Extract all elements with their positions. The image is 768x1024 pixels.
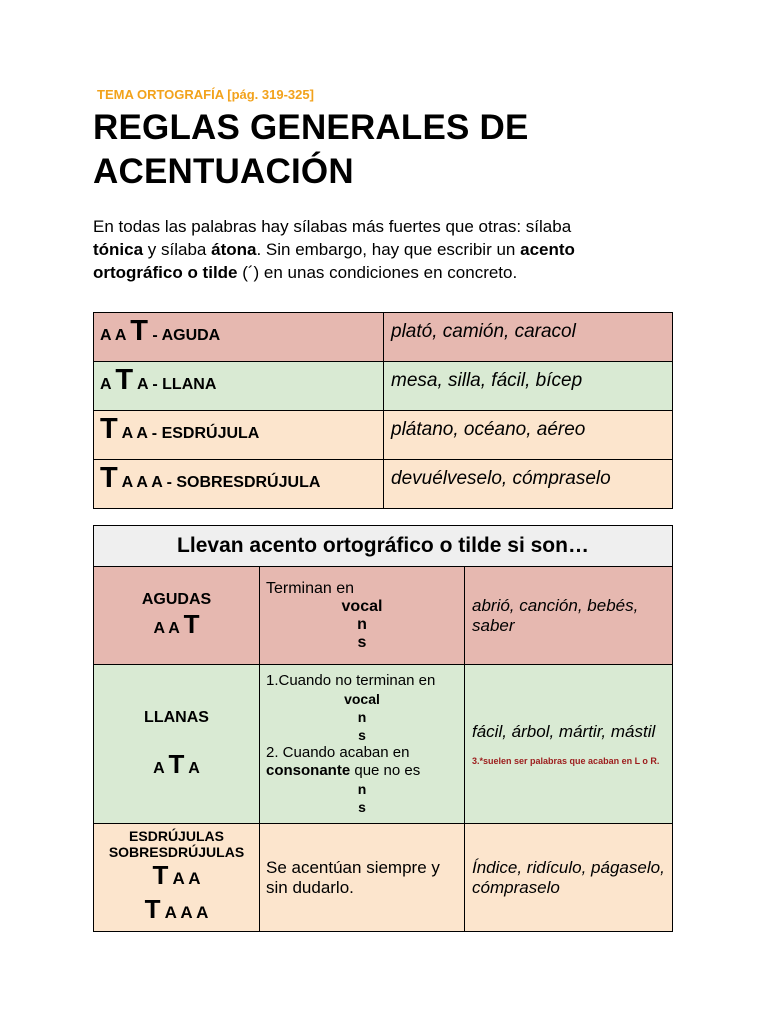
- accent-rules-table: [93, 525, 673, 932]
- llanas-label-cell: [94, 665, 260, 824]
- intro-bold-tilde: ortográfico o tilde: [93, 263, 238, 282]
- rules-row-llanas: [94, 665, 673, 824]
- agudas-label-cell: [94, 567, 260, 665]
- llanas-pattern: [94, 749, 259, 780]
- page-title: [93, 106, 529, 194]
- intro-paragraph: [93, 215, 683, 284]
- tonic-syllable: T: [115, 364, 134, 396]
- examples-sobresdrujula: devuélveselo, cómpraselo: [384, 460, 673, 509]
- intro-text-3: . Sin embargo, hay que escribir un: [256, 240, 521, 259]
- sobresdrujulas-pattern: [94, 894, 259, 928]
- llanas-rule2-s: s: [358, 799, 366, 815]
- esdrujulas-examples: Índice, ridículo, págaselo, cómpraselo: [465, 824, 673, 932]
- type-name: A - LLANA: [133, 376, 217, 393]
- esdrujulas-pattern: [94, 860, 259, 894]
- pattern-suffix: A A A: [160, 902, 209, 922]
- agudas-rule-s: s: [357, 633, 367, 651]
- title-line-1: REGLAS GENERALES DE: [93, 108, 529, 147]
- esdrujulas-rule: Se acentúan siempre y sin dudarlo.: [260, 824, 465, 932]
- type-label-esdrujula: [94, 411, 384, 460]
- type-label-sobresdrujula: [94, 460, 384, 509]
- intro-text-2: y sílaba: [143, 240, 212, 259]
- table-row-esdrujula: [94, 411, 673, 460]
- llanas-examples-cell: [465, 665, 673, 824]
- agudas-rule-n: n: [357, 615, 367, 633]
- llanas-name: LLANAS: [144, 708, 209, 726]
- esdrujulas-name: ESDRÚJULAS: [129, 827, 224, 844]
- title-line-2: ACENTUACIÓN: [93, 152, 354, 191]
- llanas-rule-cell: [260, 665, 465, 824]
- llanas-rule2: 2. Cuando acaban en: [266, 744, 410, 761]
- rules-row-agudas: [94, 567, 673, 665]
- llanas-rule1: 1.Cuando no terminan en: [266, 672, 436, 689]
- type-name: - AGUDA: [147, 327, 221, 344]
- pattern-prefix: A: [100, 376, 116, 393]
- agudas-rule-intro: Terminan en: [266, 579, 355, 597]
- sobresdrujulas-name: SOBRESDRÚJULAS: [108, 843, 245, 860]
- llanas-rule1-n: n: [357, 709, 367, 725]
- type-label-llana: [94, 362, 384, 411]
- type-label-aguda: [94, 313, 384, 362]
- examples-aguda: plató, camión, caracol: [384, 313, 673, 362]
- tonic-syllable: T: [100, 413, 118, 445]
- tonic-syllable: T: [144, 893, 161, 924]
- llanas-rule1-s: s: [358, 727, 366, 743]
- llanas-rule2-n: n: [357, 781, 367, 797]
- agudas-rule-cell: [260, 567, 465, 665]
- intro-bold-acento: acento: [520, 240, 575, 259]
- tonic-syllable: T: [168, 748, 185, 779]
- intro-text-4: (´) en unas condiciones en concreto.: [237, 263, 518, 282]
- pattern-prefix: A A: [153, 620, 184, 637]
- examples-llana: mesa, silla, fácil, bícep: [384, 362, 673, 411]
- pattern-prefix: A: [153, 759, 169, 777]
- agudas-name: AGUDAS: [141, 591, 212, 608]
- table-row-aguda: [94, 313, 673, 362]
- table-row-sobresdrujula: [94, 460, 673, 509]
- llanas-rule2-bold: consonante: [266, 762, 351, 779]
- tonic-syllable: T: [152, 859, 169, 890]
- word-types-table: [93, 312, 673, 509]
- agudas-examples: abrió, canción, bebés, saber: [465, 567, 673, 665]
- examples-esdrujula: plátano, océano, aéreo: [384, 411, 673, 460]
- intro-bold-atona: átona: [211, 240, 257, 259]
- intro-bold-tonica: tónica: [93, 240, 144, 259]
- pattern-suffix: A: [184, 759, 200, 777]
- llanas-rule2-line: [266, 762, 458, 780]
- tonic-syllable: T: [130, 315, 148, 347]
- type-name: A A - ESDRÚJULA: [117, 425, 260, 442]
- tonic-syllable: T: [100, 462, 118, 494]
- llanas-rule2-rest: que no es: [350, 762, 421, 779]
- type-name: A A A - SOBRESDRÚJULA: [117, 474, 321, 491]
- tonic-syllable: T: [183, 609, 200, 639]
- rules-header-row: [94, 526, 673, 567]
- table-row-llana: [94, 362, 673, 411]
- topic-subtitle: TEMA ORTOGRAFÍA [pág. 319-325]: [97, 87, 314, 102]
- pattern-prefix: A A: [100, 327, 131, 344]
- rules-row-esdrujulas: [94, 824, 673, 932]
- esdrujulas-label-cell: [94, 824, 260, 932]
- intro-text-1: En todas las palabras hay sílabas más fuertes que otras: sílaba: [93, 217, 572, 236]
- pattern-suffix: A A: [168, 868, 201, 888]
- rules-heading: Llevan acento ortográfico o tilde si son…: [94, 526, 673, 567]
- agudas-rule-vocal: vocal: [341, 597, 383, 615]
- llanas-note: 3.*suelen ser palabras que acaban en L o R.: [472, 755, 660, 766]
- llanas-examples: fácil, árbol, mártir, mástil: [472, 721, 656, 741]
- llanas-rule1-vocal: vocal: [344, 691, 380, 707]
- agudas-pattern: [94, 609, 259, 640]
